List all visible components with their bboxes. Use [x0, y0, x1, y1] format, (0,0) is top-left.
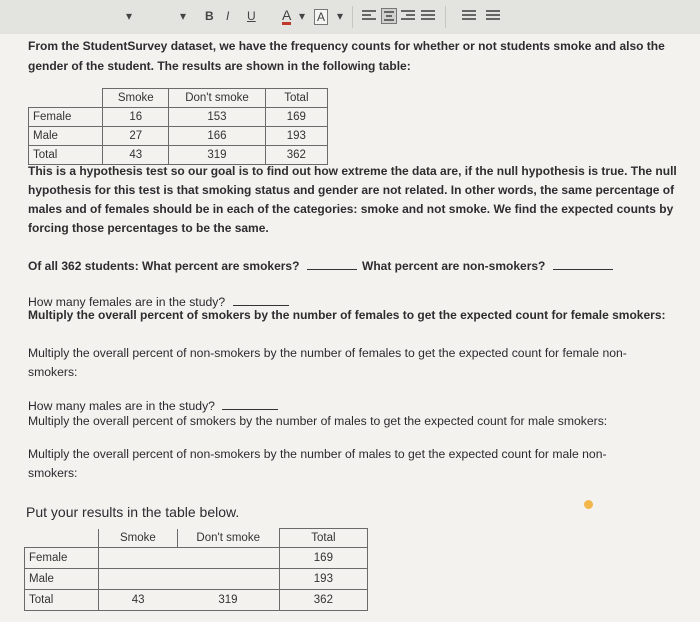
font-color-dropdown-icon[interactable]: ▾ — [299, 9, 306, 23]
table-header-cell: Don't smoke — [169, 89, 265, 108]
input-cell-female-smoke[interactable] — [99, 548, 178, 569]
question-nonsmokers — [362, 256, 613, 277]
question-nonsmokers-text: What percent are non-smokers? — [362, 259, 546, 273]
italic-button[interactable]: I — [226, 9, 230, 23]
style-dropdown-icon[interactable]: ▾ — [126, 9, 133, 23]
table-cell: 193 — [279, 569, 367, 590]
table-row — [25, 590, 368, 611]
hypothesis-line-1: This is a hypothesis test so our goal is to find out how extreme the data are, if the null hypothesis is true. The null — [28, 164, 677, 178]
numbered-list-icon[interactable] — [462, 8, 476, 22]
justify-icon[interactable] — [421, 8, 435, 22]
align-right-icon[interactable] — [401, 8, 415, 22]
table-cell: 27 — [103, 127, 169, 146]
hypothesis-line-3: males and of females should be in each of the categories: smoke and not smoke. We find the expected counts by — [28, 202, 674, 216]
table-cell: 169 — [279, 548, 367, 569]
instruction-female-nonsmokers-2: smokers: — [28, 365, 78, 379]
table-header-cell: Smoke — [103, 89, 169, 108]
table-header-cell: Total — [265, 89, 327, 108]
results-instruction: Put your results in the table below. — [26, 504, 240, 520]
row-label: Total — [25, 590, 99, 611]
instruction-female-smokers: Multiply the overall percent of smokers by the number of females to get the expected count for female smokers: — [28, 308, 666, 322]
row-label: Total — [29, 146, 103, 165]
font-dropdown-icon[interactable]: ▾ — [180, 9, 187, 23]
table-header-row — [25, 529, 368, 548]
table-row — [25, 548, 368, 569]
table-header-cell — [29, 89, 103, 108]
formatting-toolbar — [0, 0, 700, 35]
font-color-button[interactable]: A — [282, 7, 292, 23]
cursor-dot-icon — [584, 500, 593, 509]
table-cell: 166 — [169, 127, 265, 146]
align-center-icon[interactable] — [381, 8, 397, 24]
table-cell: 319 — [177, 590, 279, 611]
answer-blank-males[interactable] — [222, 408, 278, 410]
bold-button[interactable]: B — [205, 9, 214, 23]
question-females-text: How many females are in the study? — [28, 295, 226, 309]
align-left-icon[interactable] — [362, 8, 376, 22]
highlight-dropdown-icon[interactable]: ▾ — [337, 9, 344, 23]
answer-blank-nonsmokers[interactable] — [553, 268, 613, 270]
toolbar-divider — [352, 6, 353, 28]
underline-button[interactable]: U — [247, 9, 256, 23]
hypothesis-line-4: forcing those percentages to be the same. — [28, 221, 269, 235]
hypothesis-line-2: hypothesis for this test is that smoking status and gender are not related. In other words, the same percentage of — [28, 183, 675, 197]
row-label: Male — [25, 569, 99, 590]
input-cell-male-dont-smoke[interactable] — [177, 569, 279, 590]
instruction-male-nonsmokers-2: smokers: — [28, 466, 78, 480]
input-cell-female-dont-smoke[interactable] — [177, 548, 279, 569]
table-cell: 362 — [279, 590, 367, 611]
frequency-table — [28, 88, 328, 165]
table-cell: 16 — [103, 108, 169, 127]
table-cell: 43 — [103, 146, 169, 165]
table-header-cell: Don't smoke — [177, 529, 279, 548]
toolbar-divider — [445, 6, 446, 28]
table-row — [29, 108, 328, 127]
table-cell: 193 — [265, 127, 327, 146]
question-males-text: How many males are in the study? — [28, 399, 215, 413]
table-header-cell: Smoke — [99, 529, 178, 548]
row-label: Female — [25, 548, 99, 569]
table-row — [29, 127, 328, 146]
table-header-cell — [25, 529, 99, 548]
table-cell: 169 — [265, 108, 327, 127]
row-label: Male — [29, 127, 103, 146]
table-header-cell: Total — [279, 529, 367, 548]
bulleted-list-icon[interactable] — [486, 8, 500, 22]
table-cell: 153 — [169, 108, 265, 127]
results-table — [24, 528, 368, 611]
answer-blank-smokers[interactable] — [307, 268, 357, 270]
intro-line-1: From the StudentSurvey dataset, we have the frequency counts for whether or not students smoke and also the — [28, 39, 665, 53]
table-cell: 319 — [169, 146, 265, 165]
intro-line-2: gender of the student. The results are shown in the following table: — [28, 59, 411, 73]
instruction-female-nonsmokers-1: Multiply the overall percent of non-smokers by the number of females to get the expected count for female non- — [28, 346, 627, 360]
input-cell-male-smoke[interactable] — [99, 569, 178, 590]
table-cell: 43 — [99, 590, 178, 611]
table-cell: 362 — [265, 146, 327, 165]
table-header-row — [29, 89, 328, 108]
instruction-male-smokers: Multiply the overall percent of smokers by the number of males to get the expected count for male smokers: — [28, 414, 608, 428]
question-smokers-text: Of all 362 students: What percent are smokers? — [28, 259, 300, 273]
row-label: Female — [29, 108, 103, 127]
instruction-male-nonsmokers-1: Multiply the overall percent of non-smokers by the number of males to get the expected count for male non- — [28, 447, 607, 461]
highlight-button[interactable]: A — [314, 9, 328, 25]
question-smokers — [28, 256, 357, 277]
table-row — [25, 569, 368, 590]
